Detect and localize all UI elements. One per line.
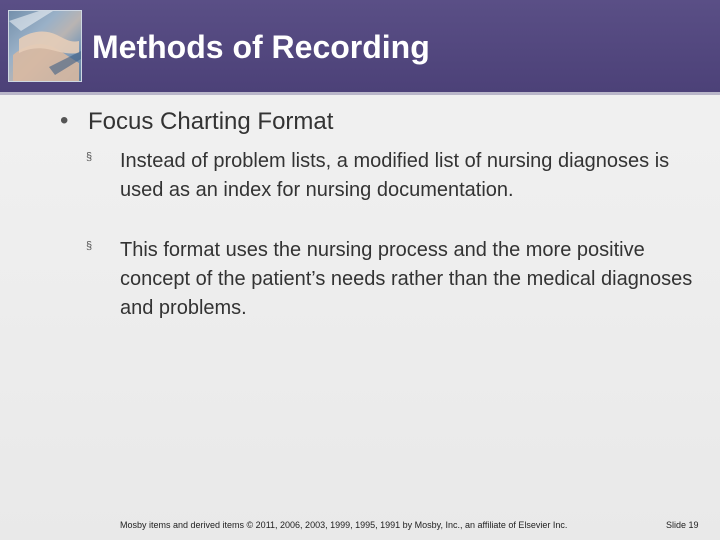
- slide-number: Slide 19: [666, 520, 699, 530]
- title-divider: [0, 92, 720, 95]
- list-item-text: Instead of problem lists, a modified list of nursing diagnoses is used as an index for nursing documentation.: [120, 150, 670, 201]
- level1-text: Focus Charting Format: [88, 108, 334, 135]
- list-item-text: This format uses the nursing process and the more positive concept of the patient’s needs rather than the medical diagnoses and problems.: [120, 239, 693, 319]
- level1-bullet: •: [60, 107, 69, 134]
- copyright-footer: Mosby items and derived items © 2011, 2006, 2003, 1999, 1995, 1991 by Mosby, Inc., an affiliate of Elsevier Inc.: [120, 520, 568, 530]
- square-bullet-icon: §: [86, 240, 93, 252]
- title-bar: [0, 0, 720, 92]
- hands-photo-icon: [8, 10, 82, 82]
- slide-title: Methods of Recording: [92, 29, 430, 65]
- square-bullet-icon: §: [86, 151, 93, 163]
